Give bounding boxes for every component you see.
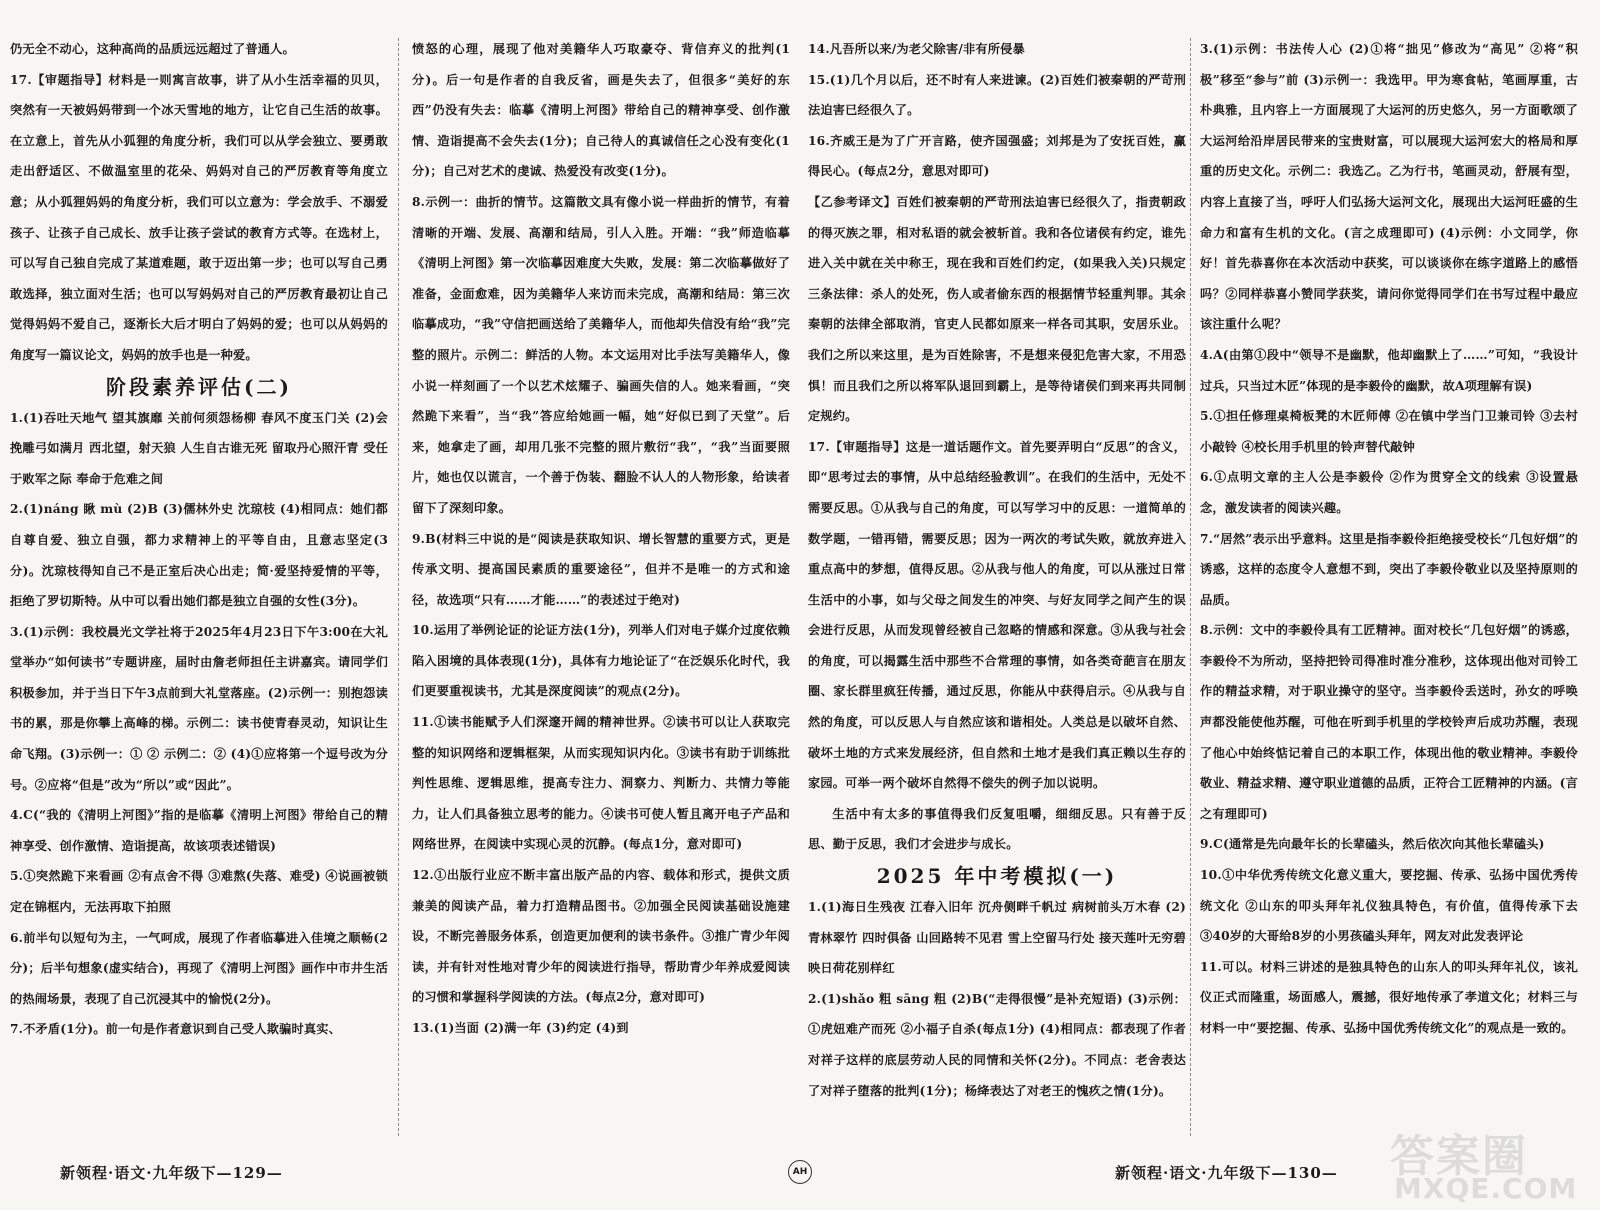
answer-paragraph: 6.①点明文章的主人公是李毅伶 ②作为贯穿全文的线索 ③设置悬念，激发读者的阅读兴趣。: [1200, 470, 1578, 515]
answer-paragraph: 15.(1)几个月以后，还不时有人来进谏。(2)百姓们被秦朝的严苛刑法迫害已经很久了。: [808, 72, 1186, 118]
footer-page-right: 新领程·语文·九年级下—130—: [1115, 1164, 1338, 1182]
answer-paragraph: 10.①中华优秀传统文化意义重大，要挖掘、传承、弘扬中国优秀传统文化 ②山东的叩头拜年礼仪独具特色，有价值，值得传承下去 ③40岁的大哥给8岁的小男孩磕头拜年，网友对此发表评论: [1200, 868, 1578, 944]
answer-paragraph: 5.①担任修理桌椅板凳的木匠师傅 ②在镇中学当门卫兼司铃 ③去村小敲铃 ④校长用手机里的铃声替代敲钟: [1200, 409, 1578, 454]
answer-paragraph: 2.(1)shǎo 粗 sāng 粗 (2)B(“走得很慢”是补充短语) (3)示例：①虎妞难产而死 ②小福子自杀(每点1分) (4)相同点：都表现了作者对祥子这样的底层劳动人民的同情和关怀(2分)。不同点：老舍表达了对祥子堕落的批判(1分)；杨绛表达了对老王的愧疚之情(1分)。: [808, 991, 1186, 1098]
answer-paragraph: 7.“居然”表示出乎意料。这里是指李毅伶拒绝接受校长“几包好烟”的诱惑，这样的态度令人意想不到，突出了李毅伶敬业以及坚持原则的品质。: [1200, 531, 1578, 607]
footer-page-left: 新领程·语文·九年级下—129—: [60, 1164, 283, 1182]
answer-paragraph: 10.运用了举例论证的论证方法(1分)，列举人们对电子媒介过度依赖陷入困境的具体表现(1分)，具体有力地论证了“在泛娱乐化时代，我们更要重视读书，尤其是深度阅读”的观点(2分)。: [412, 623, 790, 699]
answer-paragraph: 愤怒的心理，展现了他对美籍华人巧取豪夺、背信弃义的批判(1分)。后一句是作者的自我反省，画是失去了，但很多“美好的东西”仍没有失去：临摹《清明上河图》带给自己的精神享受、创作激情、造诣提高不会失去(1分)；自己待人的真诚信任之心没有变化(1分)；自己对艺术的虔诚、热爱没有改变(1分)。: [412, 42, 790, 179]
answer-paragraph: 4.C(“我的《清明上河图》”指的是临摹《清明上河图》带给自己的精神享受、创作激情、造诣提高，故该项表述错误): [10, 808, 388, 853]
column-1: [10, 34, 388, 1144]
answer-paragraph: 14.凡吾所以来/为老父除害/非有所侵暴: [808, 42, 1025, 56]
section-title: 2025 年中考模拟(一): [876, 864, 1118, 889]
answer-paragraph: 5.①突然跪下来看画 ②有点舍不得 ③难熬(失落、难受) ④说画被锁定在锦框内，无法再取下拍照: [10, 869, 388, 915]
publisher-logo: AH: [788, 1160, 812, 1184]
answer-paragraph: 3.(1)示例：书法传人心 (2)①将“拙见”修改为“高见” ②将“积极”移至“参与”前 (3)示例一：我选甲。甲为寒食帖，笔画厚重，古朴典雅，且内容上一方面展现了大运河的历史悠久，另一方面歌颂了大运河给沿岸居民带来的宝贵财富，可以展现大运河宏大的格局和厚重的历史文化。示例二：我选乙。乙为行书，笔画灵动，舒展有型，内容上直接了当，呼吁人们弘扬大运河文化，展现出大运河旺盛的生命力和富有生机的文化。(言之成理即可) (4)示例：小文同学，你好！首先恭喜你在本次活动中获奖，可以谈谈你在练字道路上的感悟吗？②同样恭喜小赞同学获奖，请问你觉得同学们在书写过程中最应该注重什么呢？: [1200, 42, 1578, 332]
watermark-url: MXQE.COM: [1394, 1172, 1578, 1205]
column-4: [1200, 34, 1578, 1144]
answer-paragraph: 17.【审题指导】材料是一则寓言故事，讲了从小生活幸福的贝贝，突然有一天被妈妈带到一个冰天雪地的地方，让它自己生活的故事。在立意上，首先从小狐狸的角度分析，我们可以从学会独立、要勇敢走出舒适区、不做温室里的花朵、妈妈对自己的严厉教育等角度立意；从小狐狸妈妈的角度分析，我们可以立意为：学会放手、不溺爱孩子、让孩子自己成长、放手让孩子尝试的教育方式等。在选材上，可以写自己独自完成了某道难题，敢于迈出第一步；也可以写自己勇敢选择，独立面对生活；也可以写妈妈对自己的严厉教育最初让自己觉得妈妈不爱自己，逐渐长大后才明白了妈妈的爱；也可以从妈妈的角度写一篇议论文，妈妈的放手也是一种爱。: [10, 72, 388, 362]
answer-paragraph: 13.(1)当面 (2)满一年 (3)约定 (4)到: [412, 1021, 629, 1035]
answer-paragraph: 生活中有太多的事值得我们反复咀嚼，细细反思。只有善于反思、勤于反思，我们才会进步与成长。: [808, 806, 1186, 852]
answer-paragraph: 【乙参考译文】百姓们被秦朝的严苛刑法迫害已经很久了，指责朝政的得灭族之罪，相对私语的就会被斩首。我和各位诸侯有约定，谁先进入关中就在关中称王，现在我和百姓们约定，(如果我入关)只规定三条法律：杀人的处死，伤人或者偷东西的根据情节轻重判罪。其余秦朝的法律全部取消，官吏人民都如原来一样各司其职，安居乐业。我们之所以来这里，是为百姓除害，不是想来侵犯危害大家，不用恐惧！而且我们之所以将军队退回到霸上，是等待诸侯们到来再共同制定规约。: [808, 194, 1186, 424]
answer-paragraph: 2.(1)náng 瞅 mù (2)B (3)儒林外史 沈琼枝 (4)相同点：她们都自尊自爱、独立自强，都力求精神上的平等自由，且意志坚定(3分)。沈琼枝得知自己不是正室后决心出走；简·爱坚持爱情的平等，拒绝了罗切斯特。从中可以看出她们都是独立自强的女性(3分)。: [10, 502, 388, 609]
column-divider: [398, 38, 399, 1136]
site-watermark: [1390, 1118, 1590, 1208]
answer-paragraph: 11.①读书能赋予人们深邃开阔的精神世界。②读书可以让人获取完整的知识网络和逻辑框架，从而实现知识内化。③读书有助于训练批判性思维、逻辑思维，提高专注力、洞察力、判断力、共情力等能力，让人们具备独立思考的能力。④读书可使人暂且离开电子产品和网络世界，在阅读中实现心灵的沉静。(每点1分，意对即可): [412, 715, 790, 852]
watermark-logo-text: 答案圈: [1390, 1131, 1528, 1182]
answer-paragraph: 3.(1)示例：我校晨光文学社将于2025年4月23日下午3:00在大礼堂举办“如何读书”专题讲座，届时由詹老师担任主讲嘉宾。请同学们积极参加，并于当日下午3点前到大礼堂落座。(2)示例一：别抱怨读书的累，那是你攀上高峰的梯。示例二：读书使青春灵动，知识让生命飞翔。(3)示例一：① ② 示例二：② (4)①应将第一个逗号改为分号。②应将“但是”改为“所以”或“因此”。: [10, 624, 388, 792]
column-2: [412, 34, 790, 1144]
answer-paragraph: 17.【审题指导】这是一道话题作文。首先要弄明白“反思”的含义，即“思考过去的事情，从中总结经验教训”。在我们的生活中，无处不需要反思。①从我与自己的角度，可以写学习中的反思：一道简单的数学题，一错再错，需要反思；因为一两次的考试失败，就放弃进入重点高中的梦想，值得反思。②从我与他人的角度，可以从涨过日常生活中的小事，如与父母之间发生的冲突、与好友同学之间产生的误会进行反思，从而发现曾经被自己忽略的情感和深意。③从我与社会的角度，可以揭露生活中那些不合常理的事情，如各类奇葩言在朋友圈、家长群里疯狂传播，通过反思，你能从中获得启示。④从我与自然的角度，可以反思人与自然应该和谐相处。人类总是以破坏自然、破坏土地的方式来发展经济，但自然和土地才是我们真正赖以生存的家园。可举一两个破坏自然得不偿失的例子加以说明。: [808, 439, 1186, 791]
answer-paragraph: 仍无全不动心，这种高尚的品质远远超过了普通人。: [10, 42, 295, 56]
answer-paragraph: 9.B(材料三中说的是“阅读是获取知识、增长智慧的重要方式，更是传承文明、提高国民素质的重要途径”，但并不是唯一的方式和途径，故选项“只有……才能……”的表述过于绝对): [412, 531, 790, 607]
answer-paragraph: 1.(1)吞吐天地气 望其旗靡 关前何须怨杨柳 春风不度玉门关 (2)会挽雕弓如满月 西北望，射天狼 人生自古谁无死 留取丹心照汗青 受任于败军之际 奉命于危难之间: [10, 410, 388, 486]
answer-paragraph: 8.示例：文中的李毅伶具有工匠精神。面对校长“几包好烟”的诱惑，李毅伶不为所动，坚持把铃司得准时准分准秒，这体现出他对司铃工作的精益求精，对于职业操守的坚守。当李毅伶丢送时，孙女的呼唤声都没能使他苏醒，可他在听到手机里的学校铃声后成功苏醒，表现了他心中始终惦记着自己的本职工作，体现出他的敬业精神。李毅伶敬业、精益求精、遵守职业道德的品质，正符合工匠精神的内涵。(言之有理即可): [1200, 623, 1578, 821]
answer-paragraph: 11.可以。材料三讲述的是独具特色的山东人的叩头拜年礼仪，该礼仪正式而隆重，场面感人，震撼，很好地传承了孝道文化；材料三与材料一中“要挖掘、传承、弘扬中国优秀传统文化”的观点是一致的。: [1200, 959, 1578, 1035]
answer-paragraph: 6.前半句以短句为主，一气呵成，展现了作者临摹进入佳境之顺畅(2分)；后半句想象(虚实结合)，再现了《清明上河图》画作中市井生活的热闹场景，表现了自己沉浸其中的愉悦(2分)。: [10, 930, 388, 1006]
answer-paragraph: 16.齐威王是为了广开言路，使齐国强盛；刘邦是为了安抚百姓，赢得民心。(每点2分，意思对即可): [808, 133, 1186, 179]
answer-paragraph: 4.A(由第①段中“领导不是幽默，他却幽默上了……”可知，“我设计过兵，只当过木匠”体现的是李毅伶的幽默，故A项理解有误): [1200, 347, 1578, 393]
answer-paragraph: 8.示例一：曲折的情节。这篇散文具有像小说一样曲折的情节，有着清晰的开端、发展、高潮和结局，引人入胜。开端：“我”师造临摹《清明上河图》第一次临摹因难度大失败，发展：第二次临摹做好了准备，金面愈难，因为美籍华人来访而未完成，高潮和结局：第三次临摹成功，“我”守信把画送给了美籍华人，而他却失信没有给“我”完整的照片。示例二：鲜活的人物。本文运用对比手法写美籍华人，像小说一样刻画了一个以艺术炫耀子、骗画失信的人。她来看画，“突然跪下来看”，当“我”答应给她画一幅，她“好似已到了天堂”。后来，她拿走了画，却用几张不完整的照片敷衍“我”，“我”当面要照片，她也仅以谎言，一个善于伪装、翻脸不认人的人物形象，给读者留下了深刻印象。: [412, 194, 790, 515]
answer-paragraph: 12.①出版行业应不断丰富出版产品的内容、载体和形式，提供文质兼美的阅读产品，着力打造精品图书。②加强全民阅读基础设施建设，不断完善服务体系，创造更加便利的读书条件。③推广青少年阅读，并有针对性地对青少年的阅读进行指导，帮助青少年养成爱阅读的习惯和掌握科学阅读的方法。(每点2分，意对即可): [412, 868, 790, 1005]
answer-paragraph: 1.(1)海日生残夜 江春入旧年 沉舟侧畔千帆过 病树前头万木春 (2)青林翠竹 四时俱备 山回路转不见君 雪上空留马行处 接天莲叶无穷碧 映日荷花别样红: [808, 900, 1186, 976]
column-3: [808, 34, 1186, 1144]
section-title: 阶段素养评估(二): [106, 374, 292, 399]
answer-paragraph: 9.C(通常是先向最年长的长辈磕头，然后依次向其他长辈磕头): [1200, 837, 1545, 852]
column-divider: [1190, 38, 1191, 1136]
answer-paragraph: 7.不矛盾(1分)。前一句是作者意识到自己受人欺骗时真实、: [10, 1022, 342, 1037]
